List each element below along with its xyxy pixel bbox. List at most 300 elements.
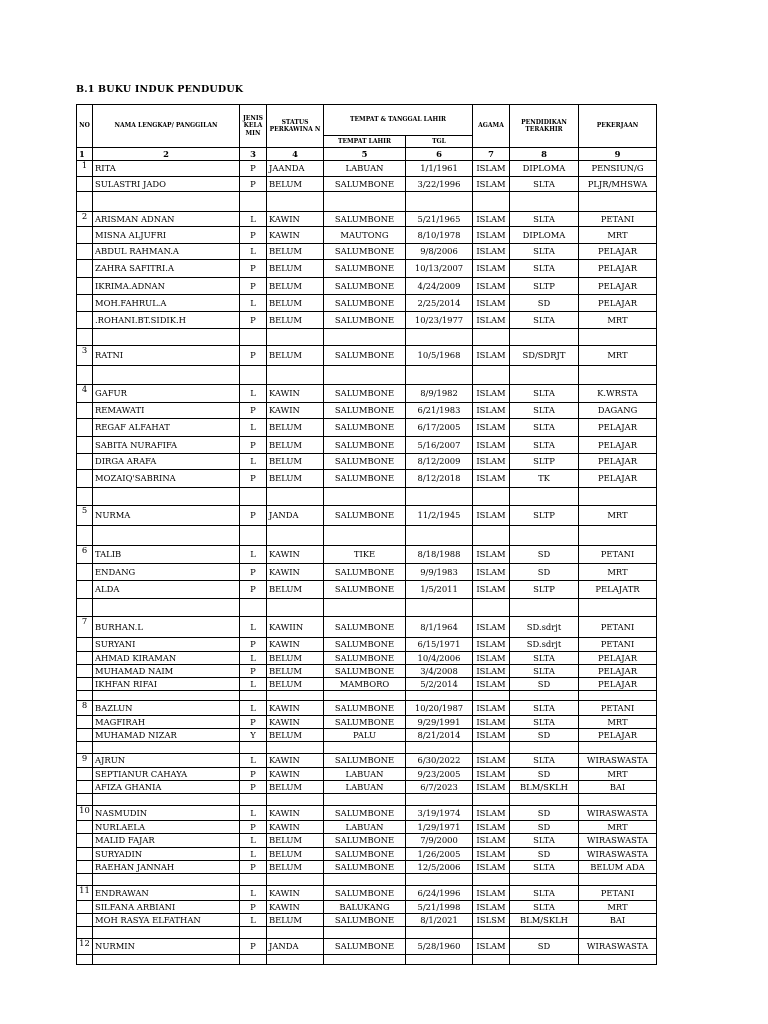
family-number-cell xyxy=(77,470,93,488)
column-number: 5 xyxy=(324,148,406,161)
cell-status: KAWIN xyxy=(267,886,324,901)
cell-sex: L xyxy=(240,806,267,821)
cell-religion: ISLAM xyxy=(473,419,510,437)
cell-education: SLTP xyxy=(510,581,579,599)
cell-place: SALUMBONE xyxy=(324,914,406,927)
cell-name: NASMUDIN xyxy=(93,806,240,821)
cell-date: 3/4/2008 xyxy=(406,665,473,678)
empty-cell xyxy=(267,742,324,754)
cell-date: 6/24/1996 xyxy=(406,886,473,901)
empty-cell xyxy=(510,366,579,385)
header-status-perkawinan: STATUS PERKAWINA N xyxy=(267,105,324,148)
cell-date: 6/7/2023 xyxy=(406,781,473,794)
cell-religion: ISLAM xyxy=(473,312,510,329)
cell-occupation: MRT xyxy=(579,227,657,244)
cell-date: 3/22/1996 xyxy=(406,177,473,192)
table-row xyxy=(77,901,657,914)
table-row xyxy=(77,581,657,599)
cell-education: SD xyxy=(510,295,579,312)
cell-religion: ISLAM xyxy=(473,437,510,454)
cell-place: MAUTONG xyxy=(324,227,406,244)
cell-name: MOH RASYA ELFATHAN xyxy=(93,914,240,927)
cell-date: 8/1/2021 xyxy=(406,914,473,927)
cell-name: BAZLUN xyxy=(93,701,240,716)
cell-sex: P xyxy=(240,227,267,244)
empty-cell xyxy=(473,874,510,886)
cell-occupation: PELAJAR xyxy=(579,729,657,742)
spacer-row xyxy=(77,927,657,939)
cell-date: 8/1/1964 xyxy=(406,617,473,638)
table-row xyxy=(77,177,657,192)
cell-status: KAWIN xyxy=(267,768,324,781)
empty-cell xyxy=(510,955,579,965)
cell-occupation: MRT xyxy=(579,346,657,366)
empty-cell xyxy=(406,366,473,385)
header-tempat-tanggal-lahir: TEMPAT & TANGGAL LAHIR xyxy=(324,105,473,136)
cell-date: 5/28/1960 xyxy=(406,939,473,955)
cell-religion: ISLAM xyxy=(473,212,510,227)
cell-date: 2/25/2014 xyxy=(406,295,473,312)
cell-place: LABUAN xyxy=(324,768,406,781)
cell-occupation: BAI xyxy=(579,914,657,927)
cell-occupation: WIRASWASTA xyxy=(579,848,657,861)
cell-name: SULASTRI JADO xyxy=(93,177,240,192)
cell-sex: L xyxy=(240,754,267,768)
family-number-cell xyxy=(77,638,93,652)
cell-occupation: PETANI xyxy=(579,886,657,901)
cell-sex: L xyxy=(240,617,267,638)
empty-cell xyxy=(579,874,657,886)
empty-cell xyxy=(579,488,657,506)
cell-status: BELUM xyxy=(267,861,324,874)
empty-cell xyxy=(510,526,579,546)
family-number-cell xyxy=(77,716,93,729)
cell-religion: ISLAM xyxy=(473,177,510,192)
cell-name: MOZAIQ'SABRINA xyxy=(93,470,240,488)
cell-sex: L xyxy=(240,914,267,927)
cell-sex: P xyxy=(240,506,267,526)
cell-date: 6/15/1971 xyxy=(406,638,473,652)
empty-cell xyxy=(267,955,324,965)
spacer-row xyxy=(77,955,657,965)
cell-occupation: MRT xyxy=(579,821,657,834)
cell-religion: ISLAM xyxy=(473,295,510,312)
cell-date: 10/5/1968 xyxy=(406,346,473,366)
cell-name: SABITA NURAFIFA xyxy=(93,437,240,454)
empty-cell xyxy=(473,742,510,754)
table-row xyxy=(77,768,657,781)
empty-cell xyxy=(579,742,657,754)
family-number-cell xyxy=(77,312,93,329)
cell-religion: ISLAM xyxy=(473,716,510,729)
table-row xyxy=(77,278,657,295)
empty-cell xyxy=(510,927,579,939)
empty-cell xyxy=(510,488,579,506)
cell-education: SLTA xyxy=(510,403,579,419)
cell-place: SALUMBONE xyxy=(324,212,406,227)
empty-cell xyxy=(579,599,657,617)
family-number-cell: 5 xyxy=(77,506,93,526)
column-number-row xyxy=(77,148,657,161)
spacer-row xyxy=(77,488,657,506)
cell-religion: ISLAM xyxy=(473,781,510,794)
spacer-row xyxy=(77,192,657,212)
column-number: 9 xyxy=(579,148,657,161)
cell-education: SLTA xyxy=(510,419,579,437)
cell-education: SLTA xyxy=(510,260,579,278)
cell-place: TIKE xyxy=(324,546,406,564)
cell-occupation: PELAJAR xyxy=(579,454,657,470)
empty-cell xyxy=(93,329,240,346)
family-number-cell: 11 xyxy=(77,886,93,901)
cell-place: SALUMBONE xyxy=(324,260,406,278)
cell-sex: L xyxy=(240,419,267,437)
family-number-cell: 3 xyxy=(77,346,93,366)
table-row xyxy=(77,729,657,742)
cell-education: SLTA xyxy=(510,701,579,716)
cell-religion: ISLAM xyxy=(473,278,510,295)
cell-name: ZAHRA SAFITRI.A xyxy=(93,260,240,278)
column-number: 2 xyxy=(93,148,240,161)
cell-date: 8/10/1978 xyxy=(406,227,473,244)
header-pendidikan: PENDIDIKAN TERAKHIR xyxy=(510,105,579,148)
empty-cell xyxy=(406,874,473,886)
cell-education: SD.sdrjt xyxy=(510,617,579,638)
empty-cell xyxy=(406,691,473,701)
cell-religion: ISLAM xyxy=(473,581,510,599)
family-number-cell xyxy=(77,581,93,599)
empty-cell xyxy=(267,329,324,346)
cell-education: SD xyxy=(510,768,579,781)
cell-place: SALUMBONE xyxy=(324,177,406,192)
cell-education: SLTP xyxy=(510,506,579,526)
cell-status: BELUM xyxy=(267,454,324,470)
empty-cell xyxy=(240,526,267,546)
cell-religion: ISLAM xyxy=(473,861,510,874)
cell-education: SLTA xyxy=(510,177,579,192)
cell-place: SALUMBONE xyxy=(324,470,406,488)
cell-place: SALUMBONE xyxy=(324,564,406,581)
cell-religion: ISLAM xyxy=(473,678,510,691)
cell-occupation: DAGANG xyxy=(579,403,657,419)
cell-date: 12/5/2006 xyxy=(406,861,473,874)
empty-cell xyxy=(93,488,240,506)
cell-place: SALUMBONE xyxy=(324,754,406,768)
cell-religion: ISLAM xyxy=(473,806,510,821)
cell-status: KAWIN xyxy=(267,716,324,729)
cell-date: 9/8/2006 xyxy=(406,244,473,260)
empty-cell xyxy=(406,329,473,346)
cell-status: BELUM xyxy=(267,177,324,192)
family-number-cell xyxy=(77,295,93,312)
cell-date: 10/4/2006 xyxy=(406,652,473,665)
cell-status: BELUM xyxy=(267,260,324,278)
cell-education: SD xyxy=(510,939,579,955)
empty-cell xyxy=(93,874,240,886)
cell-date: 6/21/1983 xyxy=(406,403,473,419)
empty-cell xyxy=(240,742,267,754)
cell-name: ARISMAN ADNAN xyxy=(93,212,240,227)
cell-occupation: PETANI xyxy=(579,212,657,227)
cell-sex: P xyxy=(240,346,267,366)
cell-date: 6/17/2005 xyxy=(406,419,473,437)
empty-cell xyxy=(324,192,406,212)
table-row xyxy=(77,914,657,927)
cell-sex: P xyxy=(240,781,267,794)
cell-education: SLTA xyxy=(510,886,579,901)
cell-name: ENDRAWAN xyxy=(93,886,240,901)
empty-cell xyxy=(77,526,93,546)
family-number-cell: 4 xyxy=(77,385,93,403)
family-number-cell xyxy=(77,834,93,848)
cell-status: KAWIN xyxy=(267,403,324,419)
cell-place: LABUAN xyxy=(324,781,406,794)
cell-occupation: WIRASWASTA xyxy=(579,754,657,768)
cell-religion: ISLAM xyxy=(473,701,510,716)
cell-religion: ISLAM xyxy=(473,821,510,834)
cell-place: SALUMBONE xyxy=(324,834,406,848)
empty-cell xyxy=(579,927,657,939)
cell-place: SALUMBONE xyxy=(324,437,406,454)
table-row xyxy=(77,848,657,861)
cell-education: SLTA xyxy=(510,834,579,848)
cell-name: MUHAMAD NAIM xyxy=(93,665,240,678)
cell-place: SALUMBONE xyxy=(324,385,406,403)
cell-date: 9/29/1991 xyxy=(406,716,473,729)
table-row xyxy=(77,701,657,716)
table-row xyxy=(77,227,657,244)
empty-cell xyxy=(510,599,579,617)
column-number: 6 xyxy=(406,148,473,161)
table-row xyxy=(77,781,657,794)
spacer-row xyxy=(77,329,657,346)
cell-date: 1/5/2011 xyxy=(406,581,473,599)
cell-religion: ISLAM xyxy=(473,729,510,742)
empty-cell xyxy=(324,874,406,886)
header-agama: AGAMA xyxy=(473,105,510,148)
cell-name: MOH.FAHRUL.A xyxy=(93,295,240,312)
cell-name: TALIB xyxy=(93,546,240,564)
cell-religion: ISLAM xyxy=(473,768,510,781)
cell-occupation: PELAJAR xyxy=(579,278,657,295)
cell-name: NURMIN xyxy=(93,939,240,955)
cell-place: SALUMBONE xyxy=(324,665,406,678)
cell-occupation: BAI xyxy=(579,781,657,794)
cell-status: BELUM xyxy=(267,678,324,691)
empty-cell xyxy=(473,794,510,806)
empty-cell xyxy=(473,599,510,617)
cell-place: SALUMBONE xyxy=(324,848,406,861)
empty-cell xyxy=(324,599,406,617)
cell-place: SALUMBONE xyxy=(324,244,406,260)
empty-cell xyxy=(473,366,510,385)
cell-name: SURYANI xyxy=(93,638,240,652)
cell-place: BALUKANG xyxy=(324,901,406,914)
cell-religion: ISLAM xyxy=(473,617,510,638)
cell-occupation: PENSIUN/G xyxy=(579,161,657,177)
cell-education: SLTA xyxy=(510,861,579,874)
table-row xyxy=(77,806,657,821)
spacer-row xyxy=(77,366,657,385)
empty-cell xyxy=(510,691,579,701)
empty-cell xyxy=(267,488,324,506)
cell-status: BELUM xyxy=(267,781,324,794)
column-number: 4 xyxy=(267,148,324,161)
cell-name: GAFUR xyxy=(93,385,240,403)
cell-date: 10/23/1977 xyxy=(406,312,473,329)
empty-cell xyxy=(240,192,267,212)
cell-religion: ISLAM xyxy=(473,346,510,366)
cell-sex: P xyxy=(240,403,267,419)
empty-cell xyxy=(93,794,240,806)
cell-religion: ISLAM xyxy=(473,652,510,665)
cell-place: SALUMBONE xyxy=(324,346,406,366)
empty-cell xyxy=(324,955,406,965)
empty-cell xyxy=(406,955,473,965)
empty-cell xyxy=(324,691,406,701)
cell-education: SLTA xyxy=(510,437,579,454)
cell-name: AHMAD KIRAMAN xyxy=(93,652,240,665)
cell-place: SALUMBONE xyxy=(324,278,406,295)
empty-cell xyxy=(77,691,93,701)
cell-religion: ISLAM xyxy=(473,260,510,278)
cell-status: KAWIN xyxy=(267,821,324,834)
family-number-cell xyxy=(77,454,93,470)
cell-name: NURLAELA xyxy=(93,821,240,834)
cell-status: BELUM xyxy=(267,581,324,599)
cell-occupation: MRT xyxy=(579,564,657,581)
cell-sex: P xyxy=(240,564,267,581)
cell-religion: ISLAM xyxy=(473,901,510,914)
cell-education: SLTA xyxy=(510,312,579,329)
cell-occupation: PELAJAR xyxy=(579,244,657,260)
cell-religion: ISLAM xyxy=(473,227,510,244)
cell-place: SALUMBONE xyxy=(324,312,406,329)
empty-cell xyxy=(240,874,267,886)
cell-status: BELUM xyxy=(267,914,324,927)
empty-cell xyxy=(406,192,473,212)
table-row xyxy=(77,346,657,366)
spacer-row xyxy=(77,794,657,806)
family-number-cell: 7 xyxy=(77,617,93,638)
family-number-cell xyxy=(77,821,93,834)
cell-religion: ISLAM xyxy=(473,470,510,488)
empty-cell xyxy=(406,927,473,939)
family-number-cell: 12 xyxy=(77,939,93,955)
cell-date: 5/21/1998 xyxy=(406,901,473,914)
cell-status: KAWIN xyxy=(267,901,324,914)
table-row xyxy=(77,260,657,278)
table-row xyxy=(77,861,657,874)
cell-sex: P xyxy=(240,161,267,177)
cell-place: SALUMBONE xyxy=(324,638,406,652)
cell-name: ABDUL RAHMAN.A xyxy=(93,244,240,260)
empty-cell xyxy=(579,329,657,346)
empty-cell xyxy=(579,366,657,385)
cell-sex: P xyxy=(240,278,267,295)
header-jenis-kelamin: JENIS KELA MIN xyxy=(240,105,267,148)
cell-sex: L xyxy=(240,546,267,564)
cell-sex: P xyxy=(240,861,267,874)
cell-name: SEPTIANUR CAHAYA xyxy=(93,768,240,781)
cell-sex: P xyxy=(240,470,267,488)
cell-occupation: MRT xyxy=(579,716,657,729)
table-row xyxy=(77,716,657,729)
cell-occupation: WIRASWASTA xyxy=(579,806,657,821)
table-row xyxy=(77,470,657,488)
cell-place: LABUAN xyxy=(324,161,406,177)
cell-religion: ISLAM xyxy=(473,385,510,403)
table-row xyxy=(77,312,657,329)
empty-cell xyxy=(473,691,510,701)
cell-name: MALID FAJAR xyxy=(93,834,240,848)
cell-religion: ISLAM xyxy=(473,665,510,678)
cell-date: 10/20/1987 xyxy=(406,701,473,716)
cell-date: 8/9/1982 xyxy=(406,385,473,403)
empty-cell xyxy=(510,192,579,212)
cell-place: LABUAN xyxy=(324,821,406,834)
cell-status: BELUM xyxy=(267,834,324,848)
cell-date: 4/24/2009 xyxy=(406,278,473,295)
empty-cell xyxy=(579,691,657,701)
cell-status: BELUM xyxy=(267,312,324,329)
empty-cell xyxy=(240,329,267,346)
cell-date: 3/19/1974 xyxy=(406,806,473,821)
cell-sex: L xyxy=(240,834,267,848)
table-row xyxy=(77,678,657,691)
cell-place: SALUMBONE xyxy=(324,652,406,665)
cell-sex: L xyxy=(240,385,267,403)
cell-religion: ISLAM xyxy=(473,161,510,177)
cell-status: KAWIIN xyxy=(267,617,324,638)
empty-cell xyxy=(77,874,93,886)
column-number: 8 xyxy=(510,148,579,161)
cell-sex: L xyxy=(240,701,267,716)
cell-date: 1/1/1961 xyxy=(406,161,473,177)
empty-cell xyxy=(93,691,240,701)
cell-date: 10/13/2007 xyxy=(406,260,473,278)
cell-occupation: PETANI xyxy=(579,617,657,638)
family-number-cell xyxy=(77,177,93,192)
cell-education: SLTA xyxy=(510,212,579,227)
cell-occupation: PETANI xyxy=(579,546,657,564)
cell-place: SALUMBONE xyxy=(324,806,406,821)
cell-religion: ISLAM xyxy=(473,244,510,260)
empty-cell xyxy=(77,329,93,346)
table-row xyxy=(77,886,657,901)
cell-date: 8/21/2014 xyxy=(406,729,473,742)
cell-education: SD xyxy=(510,564,579,581)
cell-date: 7/9/2000 xyxy=(406,834,473,848)
cell-education: SLTA xyxy=(510,716,579,729)
empty-cell xyxy=(324,927,406,939)
family-number-cell xyxy=(77,665,93,678)
cell-education: SD xyxy=(510,729,579,742)
cell-place: SALUMBONE xyxy=(324,701,406,716)
cell-name: MISNA ALJUFRI xyxy=(93,227,240,244)
family-number-cell: 6 xyxy=(77,546,93,564)
spacer-row xyxy=(77,742,657,754)
cell-religion: ISLAM xyxy=(473,506,510,526)
empty-cell xyxy=(473,192,510,212)
cell-sex: P xyxy=(240,821,267,834)
table-row xyxy=(77,454,657,470)
cell-date: 9/9/1983 xyxy=(406,564,473,581)
cell-status: KAWIN xyxy=(267,754,324,768)
cell-occupation: PELAJAR xyxy=(579,470,657,488)
empty-cell xyxy=(473,927,510,939)
family-number-cell: 1 xyxy=(77,161,93,177)
